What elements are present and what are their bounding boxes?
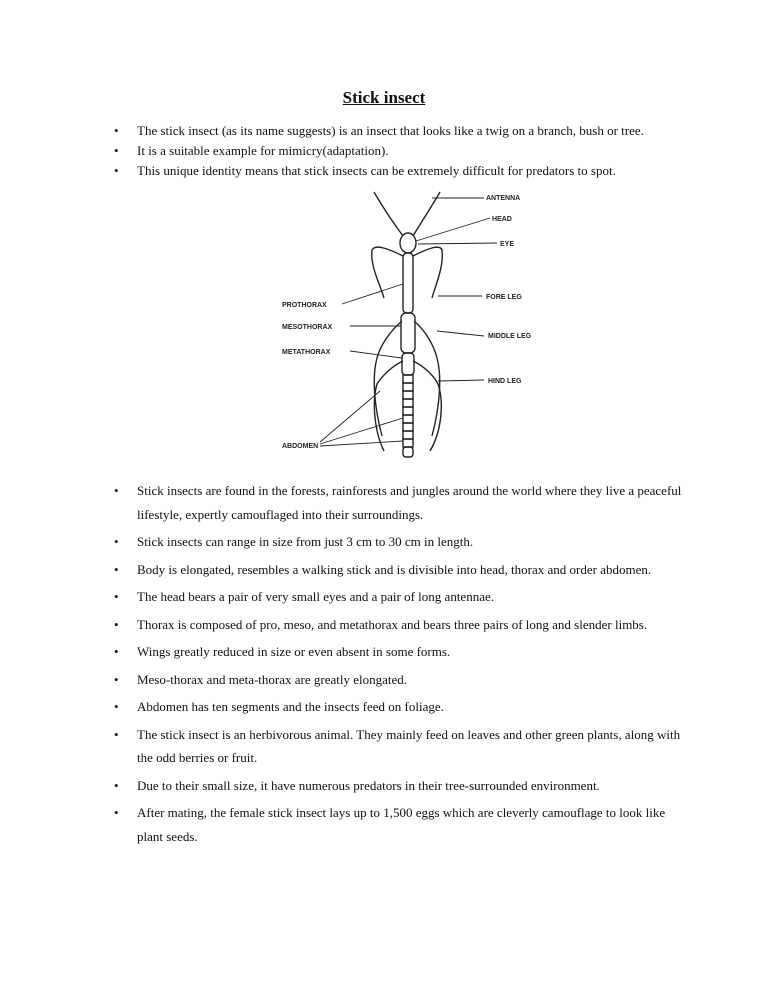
intro-bullet-list xyxy=(0,121,768,181)
label-prothorax: PROTHORAX xyxy=(282,302,327,309)
list-item: • Body is elongated, resembles a walking stick and is divisible into head, thorax and order abdomen. xyxy=(0,558,768,582)
stick-insect-diagram xyxy=(272,186,542,476)
list-item: • After mating, the female stick insect lays up to 1,500 eggs which are cleverly camouflage to look like plant seeds. xyxy=(0,801,768,848)
right-antenna xyxy=(413,192,440,236)
left-antenna xyxy=(374,192,403,236)
list-item: • Stick insects can range in size from just 3 cm to 30 cm in length. xyxy=(0,530,768,554)
label-hind-leg: HIND LEG xyxy=(488,378,522,385)
insect-mesothorax xyxy=(401,313,415,353)
insect-metathorax xyxy=(402,353,414,375)
label-head: HEAD xyxy=(492,216,512,223)
insect-prothorax xyxy=(403,253,413,313)
label-abdomen: ABDOMEN xyxy=(282,443,319,450)
label-fore-leg: FORE LEG xyxy=(486,294,522,301)
list-item: • The stick insect is an herbivorous animal. They mainly feed on leaves and other green plants, along with the odd berries or fruit. xyxy=(0,723,768,770)
list-item: • This unique identity means that stick insects can be extremely difficult for predators to spot. xyxy=(0,161,768,181)
right-hind-leg xyxy=(413,361,441,451)
label-metathorax: METATHORAX xyxy=(282,349,331,356)
list-item: • Meso-thorax and meta-thorax are greatly elongated. xyxy=(0,668,768,692)
list-item: • The head bears a pair of very small eyes and a pair of long antennae. xyxy=(0,585,768,609)
list-item: • Wings greatly reduced in size or even absent in some forms. xyxy=(0,640,768,664)
list-item: • It is a suitable example for mimicry(adaptation). xyxy=(0,141,768,161)
right-middle-leg xyxy=(414,321,440,436)
insect-head xyxy=(400,233,416,253)
list-item: • Stick insects are found in the forests, rainforests and jungles around the world where they live a peaceful lifestyle, expertly camouflaged into their surroundings. xyxy=(0,479,768,526)
list-item: • Due to their small size, it have numerous predators in their tree-surrounded environment. xyxy=(0,774,768,798)
list-item: • Thorax is composed of pro, meso, and metathorax and bears three pairs of long and slender limbs. xyxy=(0,613,768,637)
label-eye: EYE xyxy=(500,241,515,248)
label-antenna: ANTENNA xyxy=(486,195,521,202)
left-fore-leg xyxy=(372,247,403,298)
list-item: • Abdomen has ten segments and the insects feed on foliage. xyxy=(0,695,768,719)
label-middle-leg: MIDDLE LEG xyxy=(488,333,532,340)
insect-abdomen xyxy=(403,375,413,457)
list-item: • The stick insect (as its name suggests) is an insect that looks like a twig on a branch, bush or tree. xyxy=(0,121,768,141)
label-mesothorax: MESOTHORAX xyxy=(282,324,333,331)
right-fore-leg xyxy=(413,247,442,298)
page-title: Stick insect xyxy=(342,88,426,107)
left-middle-leg xyxy=(374,321,402,436)
fact-bullet-list xyxy=(0,479,768,852)
left-hind-leg xyxy=(374,361,403,451)
